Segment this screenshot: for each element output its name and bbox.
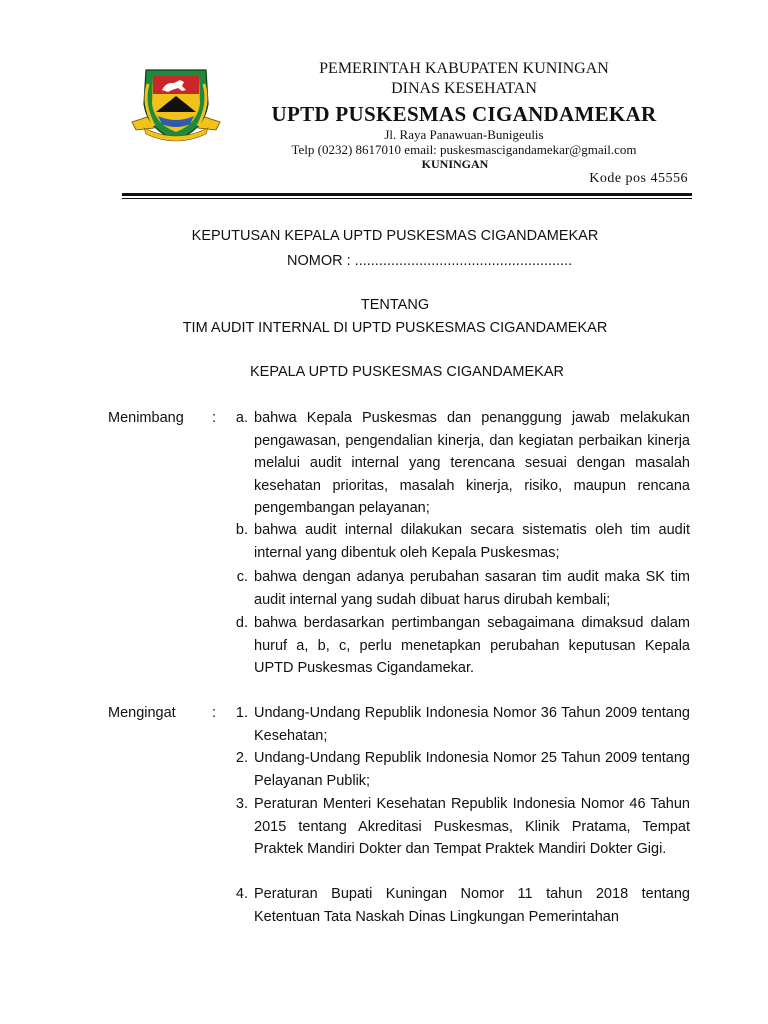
menimbang-marker-c: c. — [236, 569, 248, 585]
menimbang-colon: : — [212, 410, 217, 426]
contact-line: Telp (0232) 8617010 email: puskesmascigandamekar@gmail.com — [291, 142, 637, 157]
menimbang-marker-b: b. — [235, 522, 248, 538]
menimbang-item-d: bahwa berdasarkan pertimbangan sebagaimana dimaksud dalam huruf a, b, c, perlu menetapkan perubahan keputusan Kepala UPTD Puskesmas Cigandamekar. — [254, 615, 690, 677]
letterhead-divider-thin — [122, 198, 692, 199]
mengingat-marker-3: 3. — [235, 796, 248, 812]
decree-subject: TIM AUDIT INTERNAL DI UPTD PUSKESMAS CIGANDAMEKAR — [182, 320, 608, 336]
kuningan-regency-emblem-icon — [128, 64, 224, 144]
mengingat-item-3: Peraturan Menteri Kesehatan Republik Indonesia Nomor 46 Tahun 2015 tentang Akreditasi Puskesmas, Klinik Pratama, Tempat Praktek Mandiri Dokter dan Tempat Praktek Mandiri Dokter Gigi. — [254, 796, 690, 858]
menimbang-item-b: bahwa audit internal dilakukan secara sistematis oleh tim audit internal yang dibentuk oleh Kepala Puskesmas; — [254, 522, 690, 561]
postal-code: Kode pos 45556 — [589, 171, 688, 186]
mengingat-item-4: Peraturan Bupati Kuningan Nomor 11 tahun 2018 tentang Ketentuan Tata Naskah Dinas Lingkungan Pemerintahan — [254, 886, 690, 925]
mengingat-item-2: Undang-Undang Republik Indonesia Nomor 25 Tahun 2009 tentang Pelayanan Publik; — [254, 750, 690, 789]
mengingat-marker-4: 4. — [235, 886, 248, 902]
letterhead-divider-thick — [122, 193, 692, 196]
mengingat-colon: : — [212, 705, 217, 721]
address-line: Jl. Raya Panawuan-Bunigeulis — [384, 127, 544, 142]
agency-name: DINAS KESEHATAN — [391, 80, 537, 97]
decree-title: KEPUTUSAN KEPALA UPTD PUSKESMAS CIGANDAMEKAR — [191, 228, 599, 244]
menimbang-marker-d: d. — [235, 615, 248, 631]
menimbang-label: Menimbang — [108, 410, 184, 426]
menimbang-item-c: bahwa dengan adanya perubahan sasaran tim audit maka SK tim audit internal yang sudah dibuat harus dirubah kembali; — [254, 569, 690, 608]
decree-number: NOMOR : ...................................................... — [287, 253, 573, 269]
city-name: KUNINGAN — [421, 157, 489, 171]
mengingat-marker-2: 2. — [235, 750, 248, 766]
mengingat-item-1: Undang-Undang Republik Indonesia Nomor 36 Tahun 2009 tentang Kesehatan; — [254, 705, 690, 744]
decree-authority: KEPALA UPTD PUSKESMAS CIGANDAMEKAR — [250, 364, 564, 380]
mengingat-label: Mengingat — [108, 705, 176, 721]
about-heading: TENTANG — [360, 297, 430, 313]
government-name: PEMERINTAH KABUPATEN KUNINGAN — [319, 60, 609, 77]
menimbang-item-a: bahwa Kepala Puskesmas dan penanggung jawab melakukan pengawasan, pengendalian kinerja, dan kegiatan perbaikan kinerja melalui audit internal yang terencana sesuai dengan masalah kesehatan prioritas, masalah kinerja, risiko, maupun rencana pengembangan pelayanan; — [254, 410, 690, 517]
menimbang-marker-a: a. — [235, 410, 248, 426]
mengingat-marker-1: 1. — [235, 705, 248, 721]
organization-name: UPTD PUSKESMAS CIGANDAMEKAR — [271, 102, 657, 126]
